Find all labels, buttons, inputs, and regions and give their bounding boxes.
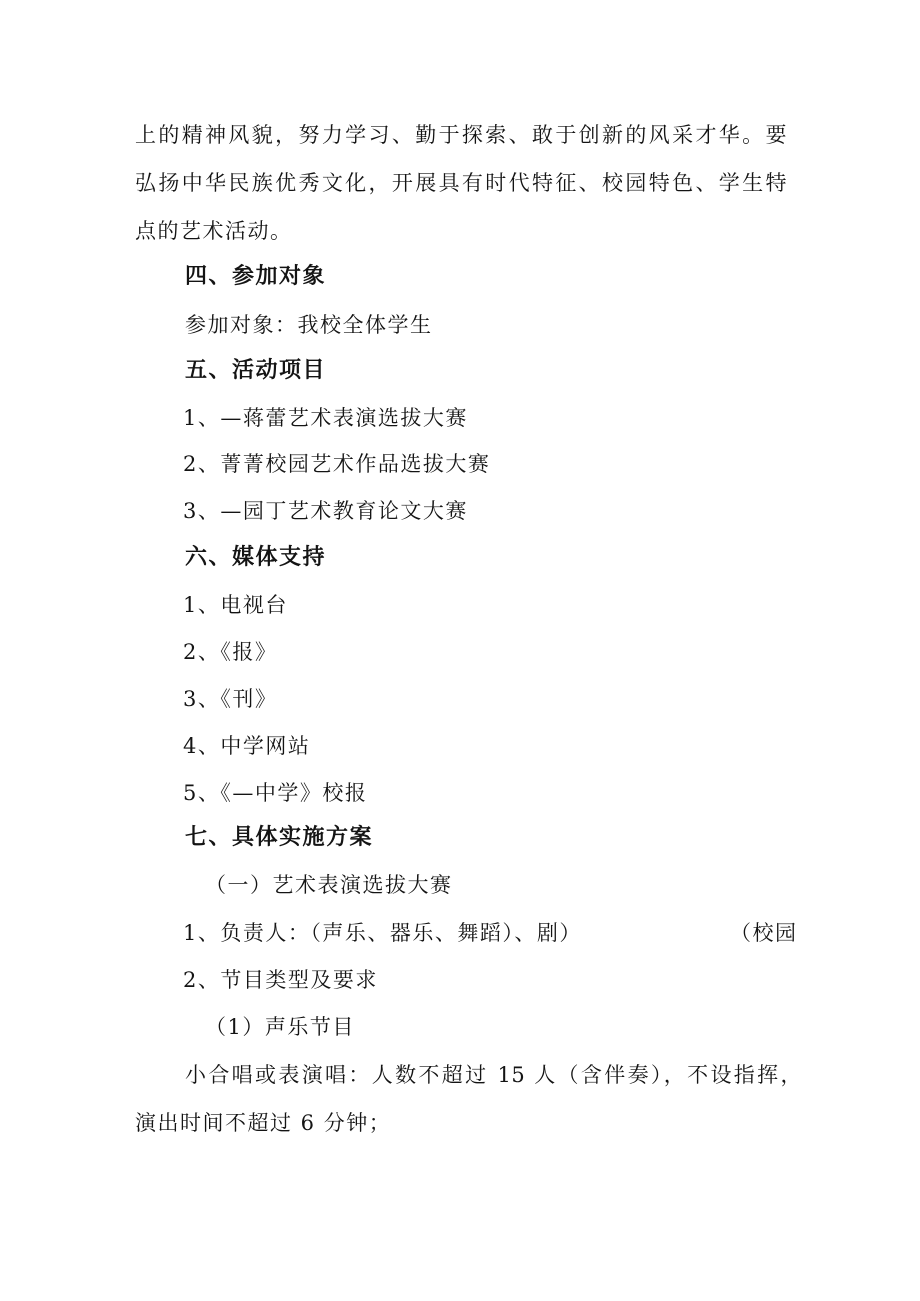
category-1-line-2: 演出时间不超过 6 分钟； [135, 1111, 392, 1135]
subsection-1-item: 1、负责人：（声乐、器乐、舞蹈）、剧） [183, 921, 582, 945]
subsection-1-item-aside: （校园 [730, 921, 798, 945]
section-5-item: 3、—园丁艺术教育论文大赛 [183, 499, 468, 523]
section-5-item: 2、菁菁校园艺术作品选拔大赛 [183, 452, 491, 476]
intro-line-3: 点的艺术活动。 [135, 219, 293, 243]
section-6-item: 1、电视台 [183, 593, 288, 617]
section-7-heading: 七、具体实施方案 [185, 825, 374, 850]
section-6-heading: 六、媒体支持 [185, 545, 327, 570]
section-6-item: 2、《报》 [183, 640, 278, 664]
category-1-line-1: 小合唱或表演唱：人数不超过 15 人（含伴奏），不设指挥， [185, 1063, 802, 1087]
category-1-title: （1）声乐节目 [205, 1015, 355, 1039]
subsection-1-item: 2、节目类型及要求 [183, 968, 378, 992]
section-5-item: 1、—蒋蕾艺术表演选拔大赛 [183, 406, 468, 430]
subsection-1-title: （一）艺术表演选拔大赛 [205, 873, 453, 897]
section-6-item: 3、《刊》 [183, 687, 278, 711]
section-6-item: 4、中学网站 [183, 734, 311, 758]
intro-line-1: 上的精神风貌，努力学习、勤于探索、敢于创新的风采才华。要 [135, 123, 787, 147]
section-6-item: 5、《—中学》校报 [183, 781, 368, 805]
section-4-heading: 四、参加对象 [185, 264, 327, 289]
intro-line-2: 弘扬中华民族优秀文化，开展具有时代特征、校园特色、学生特 [135, 171, 787, 195]
section-4-body: 参加对象：我校全体学生 [185, 313, 433, 337]
section-5-heading: 五、活动项目 [185, 358, 327, 383]
